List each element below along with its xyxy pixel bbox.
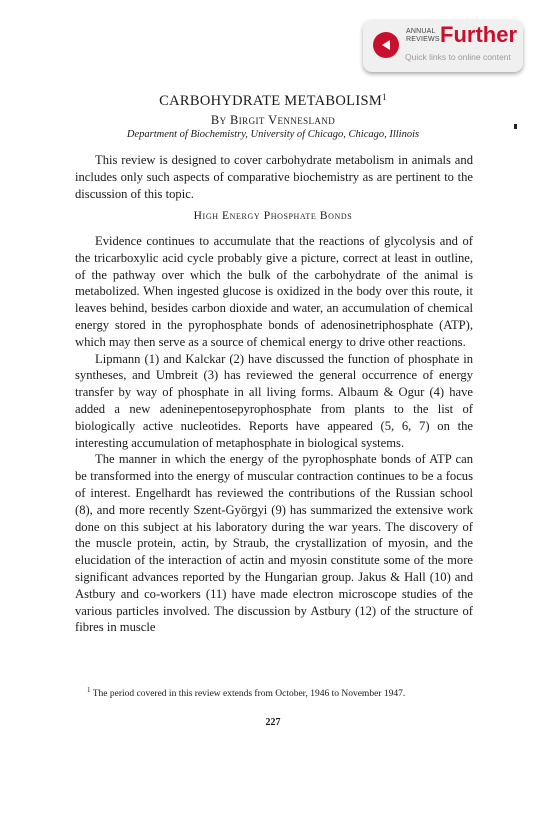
article-title-text: CARBOHYDRATE METABOLISM (159, 93, 383, 109)
footnote (75, 684, 473, 701)
intro-paragraph (75, 152, 473, 202)
title-footnote-mark: 1 (382, 92, 387, 102)
annual-reviews-logo-text (406, 28, 440, 44)
paragraph-3: The manner in which the energy of the pyrophosphate bonds of ATP can be transformed into the energy of muscular contraction continues to be a focus of interest. Engelhardt has reviewed the contributions of the Russian school (8), and more recently Szent-Györgyi (9) has summarized the extensive work done on this subject at his laboratory during the war years. The discovery of the muscle protein, actin, by Straub, the crystallization of myosin, and the elucidation of the interaction of actin and myosin constitute some of the more significant advances reported by the Hungarian group. Jakus & Hall (10) and Astbury and co-workers (11) have made electron microscope studies of the various particles involved. The discussion by Astbury (12) of the structure of fibres in muscle (75, 452, 473, 635)
footnote-text: The period covered in this review extends from October, 1946 to November 1947. (90, 689, 406, 700)
badge-subtitle: Quick links to online content (405, 52, 511, 62)
triangle-left-glyph (379, 38, 393, 52)
article-title (0, 92, 546, 110)
play-icon (373, 32, 399, 58)
intro-text: This review is designed to cover carbohydrate metabolism in animals and includes only such aspects of comparative biochemistry as are pertinent to the discussion of this topic. (75, 153, 473, 201)
author-affiliation: Department of Biochemistry, University of Chicago, Chicago, Illinois (126, 129, 420, 140)
author-byline: By Birgit Vennesland (210, 113, 336, 127)
section-heading: High Energy Phosphate Bonds (193, 210, 353, 222)
badge-small-line2: REVIEWS (406, 36, 440, 43)
page-number: 227 (265, 717, 281, 728)
footnote-mark: 1 (87, 686, 91, 694)
section-body (75, 233, 473, 636)
badge-further-label: Further (440, 22, 517, 47)
badge-small-line1: ANNUAL (406, 28, 436, 35)
paragraph-1: Evidence continues to accumulate that the reactions of glycolysis and of the tricarboxylic acid cycle probably give a picture, correct at least in outline, of the pathway over which the bulk of the carbohydrate of the animal is metabolized. When ingested glucose is oxidized in the body over this route, it leaves behind, besides carbon dioxide and water, an accumulation of chemical energy stored in the pyrophosphate bonds of adenosinetriphosphate (ATP), which may then serve as a source of chemical energy to drive other reactions. (75, 234, 473, 349)
margin-mark (514, 124, 517, 129)
paragraph-2: Lipmann (1) and Kalckar (2) have discussed the function of phosphate in syntheses, and Umbreit (3) has reviewed the general occurrence of energy transfer by way of phosphate in all living forms. Albaum & Ogur (4) have added a new adeninepentosepyrophosphate from plants to the list of biologically active nucleotides. Reports have appeared (5, 6, 7) on the interesting accumulation of metaphosphate in biological systems. (75, 351, 473, 450)
annual-reviews-further-badge[interactable] (363, 20, 523, 72)
